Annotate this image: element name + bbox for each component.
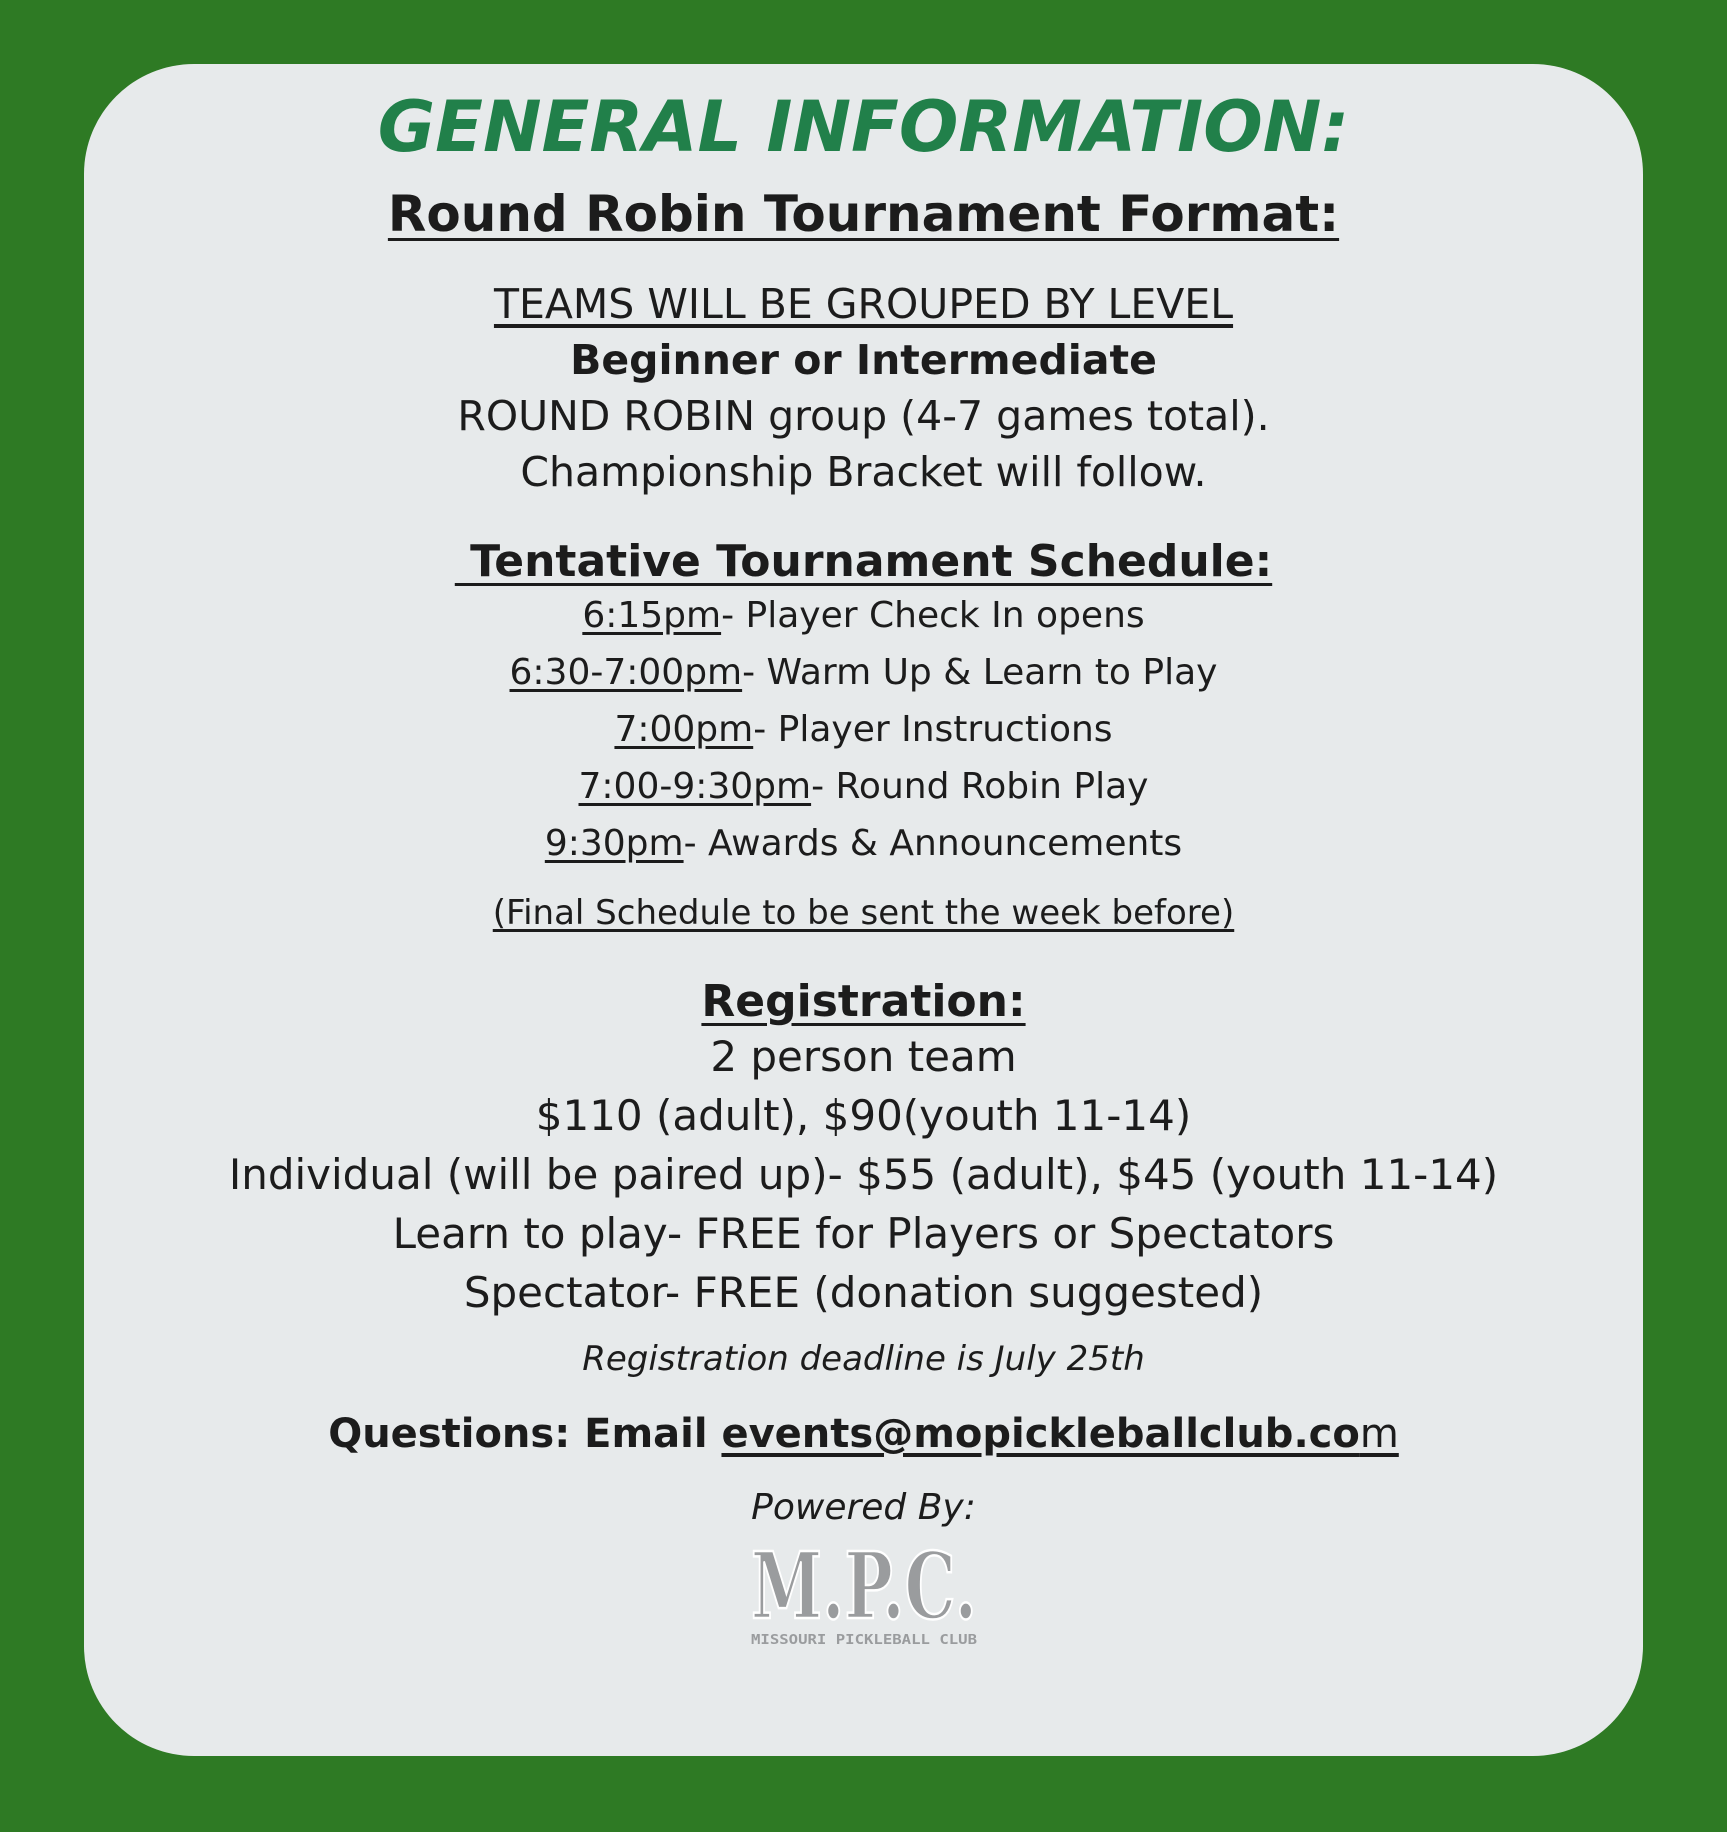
- schedule-desc: - Player Instructions: [753, 708, 1113, 750]
- powered-by-label: Powered By:: [751, 1486, 976, 1528]
- schedule-item: [84, 815, 1643, 872]
- format-heading: Round Robin Tournament Format:: [387, 184, 1340, 243]
- registration-list: [84, 1027, 1643, 1322]
- questions-line: [84, 1404, 1643, 1464]
- schedule-time: 9:30pm: [544, 822, 684, 864]
- schedule-desc: - Round Robin Play: [811, 765, 1149, 807]
- svg-text:M.P.C.: M.P.C.: [750, 1539, 977, 1640]
- round-robin-line: ROUND ROBIN group (4-7 games total).: [457, 391, 1270, 440]
- registration-item: 2 person team: [710, 1031, 1017, 1081]
- schedule-item: [84, 587, 1643, 644]
- schedule-desc: - Awards & Announcements: [683, 822, 1183, 864]
- mpc-logo-icon: [744, 1540, 984, 1652]
- svg-text:MISSOURI PICKLEBALL CLUB: MISSOURI PICKLEBALL CLUB: [750, 1632, 977, 1648]
- email-link[interactable]: events@mopickleballclub.com: [721, 1410, 1399, 1457]
- bracket-line: Championship Bracket will follow.: [520, 447, 1207, 496]
- levels-line: Beginner or Intermediate: [570, 335, 1157, 384]
- teams-grouping-line: TEAMS WILL BE GROUPED BY LEVEL: [493, 279, 1234, 328]
- schedule-item: [84, 644, 1643, 701]
- schedule-desc: - Warm Up & Learn to Play: [742, 651, 1218, 693]
- page-title: GENERAL INFORMATION:: [377, 86, 1350, 168]
- registration-heading: Registration:: [701, 975, 1026, 1027]
- schedule-heading: Tentative Tournament Schedule:: [454, 535, 1273, 587]
- schedule-list: [84, 587, 1643, 872]
- registration-item: Learn to play- FREE for Players or Spectators: [392, 1208, 1335, 1258]
- info-card: [84, 64, 1643, 1756]
- schedule-time: 7:00pm: [614, 708, 754, 750]
- schedule-time: 6:30-7:00pm: [509, 651, 743, 693]
- format-section: [84, 276, 1643, 500]
- registration-item: Individual (will be paired up)- $55 (adult), $45 (youth 11-14): [228, 1149, 1499, 1199]
- schedule-desc: - Player Check In opens: [721, 594, 1145, 636]
- schedule-time: 6:15pm: [582, 594, 722, 636]
- registration-deadline: Registration deadline is July 25th: [582, 1338, 1145, 1379]
- schedule-item: [84, 758, 1643, 815]
- registration-item: Spectator- FREE (donation suggested): [463, 1267, 1264, 1317]
- schedule-time: 7:00-9:30pm: [578, 765, 812, 807]
- schedule-item: [84, 701, 1643, 758]
- mpc-logo: [744, 1540, 984, 1656]
- final-schedule-note: (Final Schedule to be sent the week before): [492, 892, 1235, 933]
- registration-item: $110 (adult), $90(youth 11-14): [535, 1090, 1192, 1140]
- questions-label: Questions: Email: [328, 1410, 722, 1457]
